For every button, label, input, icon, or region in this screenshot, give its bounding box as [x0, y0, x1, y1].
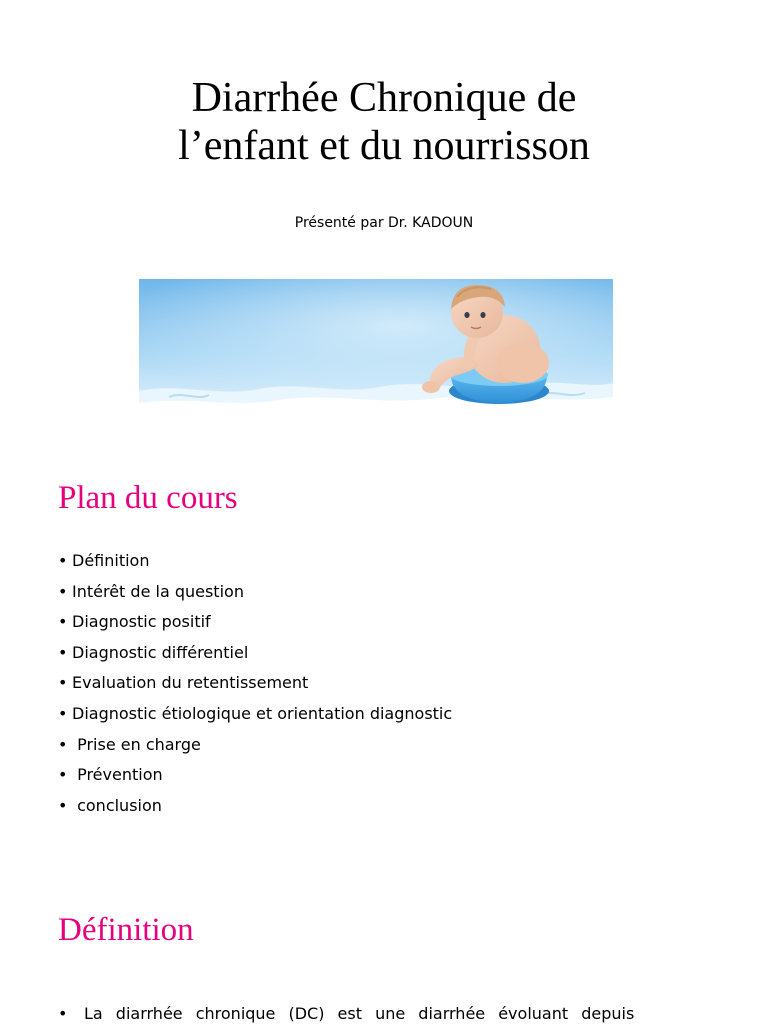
list-item-label: Définition [72, 551, 150, 570]
plan-heading: Plan du cours [58, 480, 238, 516]
bullet-icon: • [58, 551, 68, 570]
baby-on-potty-illustration [139, 279, 613, 414]
list-item [58, 610, 452, 641]
list-item-label: Prise en charge [72, 734, 201, 754]
definition-heading: Définition [58, 912, 194, 948]
definition-paragraph [58, 1002, 698, 1026]
bullet-icon: • [58, 703, 68, 723]
bullet-icon: • [58, 765, 68, 785]
list-item [58, 549, 452, 580]
title-line-1: Diarrhée Chronique de [191, 75, 577, 121]
bullet-icon: • [58, 734, 68, 754]
bullet-icon: • [58, 581, 68, 601]
list-item-label: Diagnostic positif [72, 612, 211, 632]
list-item [58, 763, 452, 794]
list-item-label: Diagnostic différentiel [72, 642, 249, 662]
presenter-credit: Présenté par Dr. KADOUN [294, 215, 474, 231]
title-line-2: l’enfant et du nourrisson [178, 123, 590, 169]
list-item-label: Diagnostic étiologique et orientation diagnostic [72, 703, 453, 723]
definition-text: La diarrhée chronique (DC) est une diarrhée évoluant depuis [84, 1004, 635, 1023]
banner-image [139, 279, 613, 414]
list-item-label: Prévention [72, 765, 163, 785]
bullet-icon: • [58, 1004, 68, 1023]
list-item-label: Intérêt de la question [72, 581, 244, 601]
bullet-icon: • [58, 673, 68, 693]
bullet-icon: • [58, 612, 68, 632]
list-item-label: conclusion [72, 795, 162, 815]
list-item [58, 580, 452, 611]
bullet-icon: • [58, 795, 68, 815]
plan-list [58, 549, 452, 824]
list-item [58, 794, 452, 825]
list-item [58, 702, 452, 733]
bullet-icon: • [58, 642, 68, 662]
list-item-label: Evaluation du retentissement [72, 673, 309, 693]
document-title [0, 74, 768, 170]
list-item [58, 733, 452, 764]
list-item [58, 641, 452, 672]
list-item [58, 671, 452, 702]
